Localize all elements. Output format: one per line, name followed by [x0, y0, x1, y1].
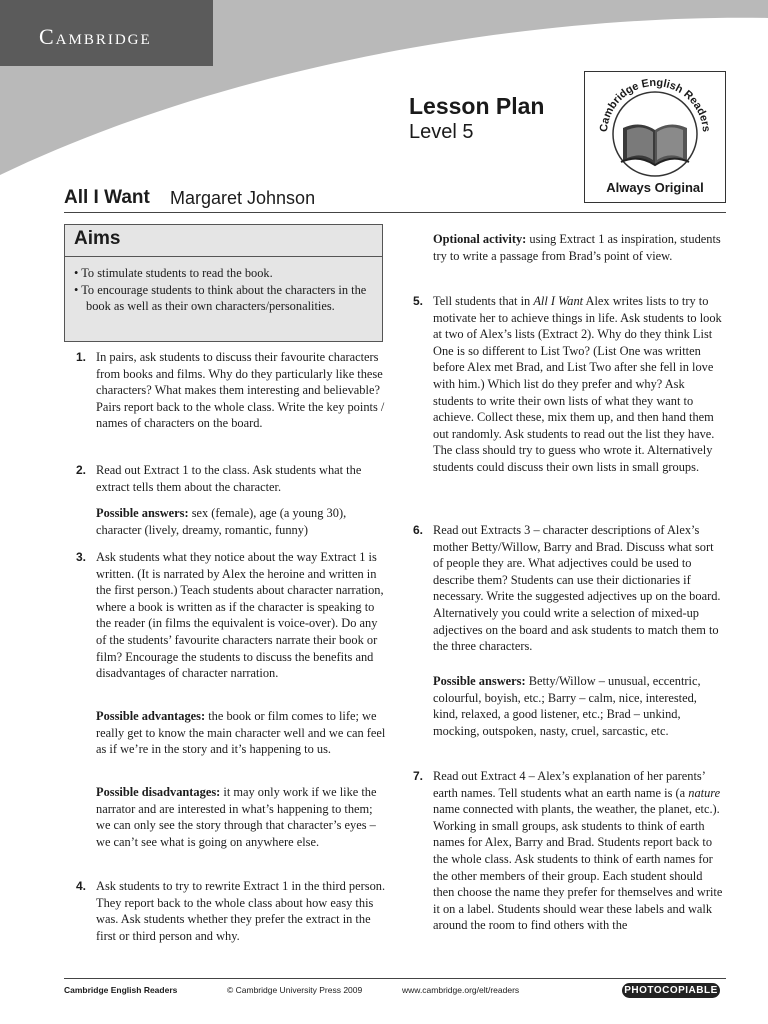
book-title-inline: All I Want — [533, 294, 584, 308]
step-number: 7. — [413, 769, 424, 783]
aims-bullet: • To encourage students to think about the characters in the book as well as their own characters/personalities. — [74, 282, 367, 314]
lesson-step-3 — [76, 549, 388, 682]
lesson-step-1 — [76, 349, 388, 432]
step-number: 5. — [413, 294, 424, 308]
possible-advantages — [96, 708, 388, 758]
sub-label: Possible answers: — [96, 506, 189, 520]
lesson-step-2 — [76, 462, 388, 495]
lesson-step-7 — [413, 768, 725, 934]
lesson-step-6 — [413, 522, 725, 655]
footer-rule — [64, 978, 726, 979]
step-text — [433, 768, 725, 934]
step-text: In pairs, ask students to discuss their favourite characters from books and films. Why do they particularly like these characters? What makes them interesting and believable? Pairs report back to the whole class. Write the key points / names of characters on the board. — [96, 350, 385, 431]
logo-arc-text: Cambridge English Readers — [597, 76, 713, 133]
step-text: Read out Extracts 3 – character descriptions of Alex’s mother Betty/Willow, Barry and Brad. Discuss what sort of people they are. What adjectives could be used to describe them? Students can use their dictionaries if necessary. Write the suggested adjectives up on the board. Alternatively you could write a selection of mixed-up adjectives on the board and ask students to match them to the three characters. — [433, 523, 721, 654]
sub-text: Betty/Willow – unusual, eccentric, colourful, boyish, etc.; Barry – calm, nice, interested, kind, relaxed, a good listener, etc.; Brad – unkind, mocking, outspoken, nasty, cruel, sarcastic, etc. — [433, 674, 701, 738]
step-text: Ask students to try to rewrite Extract 1 in the third person. They report back to the whole class about how easy this was. Ask students whether they prefer the extract in the first or third person and why. — [96, 879, 386, 943]
text-part: Alex writes lists to try to motivate her to achieve things in life. Ask students to look at two of Alex’s lists (Extract 2). Why do they think List One is so different to List Two? (List One was written before Alex met Brad, and List Two after she fell in love with him.) Which list do they prefer and why? Ask students to write their own lists of what they want to achieve. Collect these, mix them up, and then hand them out randomly. Ask students to read out the list they have. The class should try to guess who wrote it. Alternatively students could discuss their own lists in small groups. — [433, 294, 722, 474]
step-text: Ask students what they notice about the way Extract 1 is written. (It is narrated by Alex the heroine and written in the first person.) Teach students about character narration, where a book is written as if the character is speaking to the reader (in films the equivalent is voice-over). Do any of the students’ favourite characters narrate their book or film? Encourage the students to discuss the benefits and disadvantages of character narration. — [96, 550, 384, 681]
doc-type-title: Lesson Plan — [409, 93, 545, 119]
step-number: 1. — [76, 350, 87, 364]
footer-url[interactable]: www.cambridge.org/elt/readers — [402, 985, 520, 995]
step-text: Read out Extract 1 to the class. Ask students what the extract tells them about the character. — [96, 463, 362, 494]
emphasis: nature — [688, 785, 721, 800]
possible-answers-2 — [96, 505, 388, 538]
step-text — [433, 293, 725, 476]
footer-series: Cambridge English Readers — [64, 985, 178, 995]
step-number: 4. — [76, 879, 87, 893]
possible-answers-6 — [433, 673, 725, 739]
possible-disadvantages — [96, 784, 388, 850]
sub-label: Optional activity: — [433, 232, 527, 246]
level-label: Level 5 — [409, 121, 474, 143]
sub-label: Possible disadvantages: — [96, 785, 221, 799]
lesson-step-4 — [76, 878, 388, 944]
lesson-step-5 — [413, 293, 725, 476]
optional-activity — [433, 231, 725, 264]
book-title: All I Want — [64, 187, 150, 208]
sub-text: it may only work if we like the narrator and are interested in what’s happening to them; we can only see the story through that character’s eyes – we can’t see what is going on anywhere else. — [96, 785, 377, 849]
cambridge-brand: Cambridge — [39, 24, 152, 49]
aims-bullet: • To stimulate students to read the book. — [74, 266, 273, 280]
logo-tagline: Always Original — [606, 180, 704, 195]
right-column — [413, 0, 725, 1024]
photocopiable-badge: PHOTOCOPIABLE — [622, 983, 720, 998]
step-number: 3. — [76, 550, 87, 564]
book-author: Margaret Johnson — [170, 188, 316, 208]
step-number: 2. — [76, 463, 87, 477]
text-part: Tell students that in — [433, 294, 534, 308]
text-part: Read out Extract 4 – Alex’s explanation of her parents’ earth names. Tell students what an earth name is (a — [433, 769, 705, 800]
text-part: name connected with plants, the weather, the planet, etc.). Working in small groups, ask students to think of earth names for Alex, Barry and Brad. Students report back to the whole class. Ask students to think of earth names for the other members of their group. Each student should then choose the name they prefer for themselves and write it on a label. Students should wear these labels and walk around the room to find others with the — [433, 802, 723, 933]
sub-label: Possible advantages: — [96, 709, 206, 723]
step-number: 6. — [413, 523, 424, 537]
sub-text: sex (female), age (a young 30), character (lively, dreamy, romantic, funny) — [96, 506, 347, 537]
aims-heading: Aims — [74, 228, 121, 249]
footer-copyright: © Cambridge University Press 2009 — [227, 985, 363, 995]
sub-label: Possible answers: — [433, 674, 526, 688]
sub-text: using Extract 1 as inspiration, students try to write a passage from Brad’s point of view. — [433, 232, 721, 263]
sub-text: the book or film comes to life; we really get to know the main character well and we can feel as if we’re in the story and it’s happening to us. — [96, 709, 386, 757]
